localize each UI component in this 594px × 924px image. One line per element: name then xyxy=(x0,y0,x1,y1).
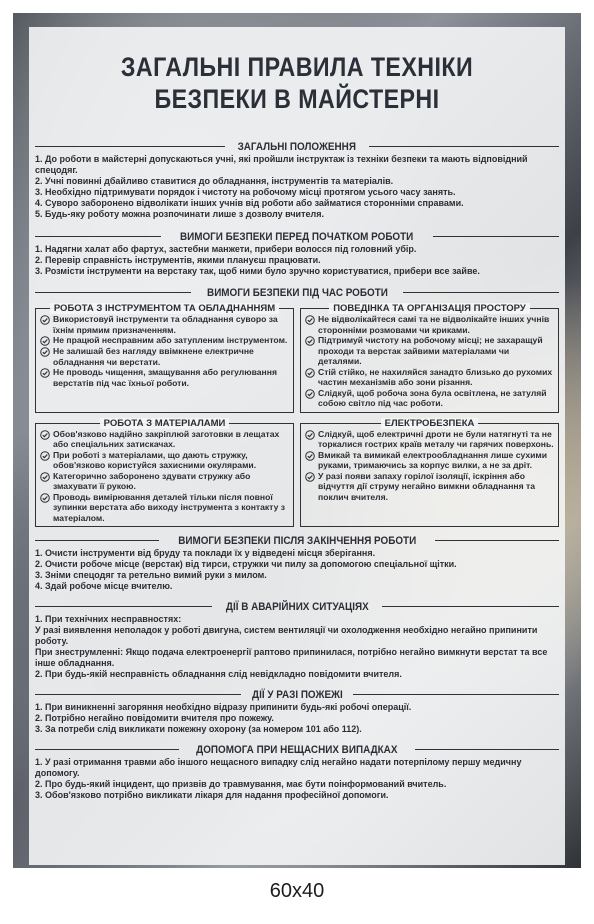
tools-box-title: РОБОТА З ІНСТРУМЕНТОМ ТА ОБЛАДНАННЯМ xyxy=(50,303,279,314)
rule xyxy=(35,146,225,148)
list-item: 3. Зніми спецодяг та ретельно вимий руки з милом. xyxy=(35,570,267,580)
list-item: 2. Перевір справність інструментів, якими плануєш працювати. xyxy=(35,255,321,265)
checklist-text: Не працюй несправним або затупленим інструментом. xyxy=(53,335,288,345)
list-item: 3. Розмісти інструменти на верстаку так, щоб ними було зручно користуватися, прибери все зайве. xyxy=(35,266,480,276)
section-emergency-list xyxy=(35,614,559,680)
check-circle-icon xyxy=(305,315,315,325)
during-row-1 xyxy=(35,303,559,413)
checklist-text: Категорично заборонено здувати стружку або змахувати її рукою. xyxy=(53,470,251,491)
poster-title xyxy=(72,51,523,115)
list-item: 3. Обов'язково потрібно викликати лікаря для надання професійної допомоги. xyxy=(35,790,389,800)
check-circle-icon xyxy=(40,430,50,440)
list-item: 2. Учні повинні дбайливо ставитися до обладнання, інструментів та матеріалів. xyxy=(35,176,394,186)
checklist-item xyxy=(305,450,554,471)
behavior-box-title: ПОВЕДІНКА ТА ОРГАНІЗАЦІЯ ПРОСТОРУ xyxy=(329,303,530,314)
check-circle-icon xyxy=(40,347,50,357)
section-accident-heading xyxy=(35,742,559,757)
list-item: 3. За потреби слід викликати пожежну охорону (за номером 101 або 112). xyxy=(35,724,362,734)
list-item: 5. Будь-яку роботу можна розпочинати лише з дозволу вчителя. xyxy=(35,209,324,219)
checklist-item xyxy=(40,314,289,335)
rule xyxy=(35,540,159,542)
check-circle-icon xyxy=(40,368,50,378)
checklist-text: Не залишай без нагляду ввімкнене електричне обладнання чи верстати. xyxy=(53,346,254,367)
list-item: 3. Необхідно підтримувати порядок і чистоту на робочому місці протягом усього часу занять. xyxy=(35,187,456,197)
section-general-list xyxy=(35,154,559,220)
checklist-item xyxy=(305,367,554,388)
check-circle-icon xyxy=(40,451,50,461)
section-during-heading xyxy=(35,285,559,300)
heading-text: ВИМОГИ БЕЗПЕКИ ПЕРЕД ПОЧАТКОМ РОБОТИ xyxy=(180,230,414,243)
heading-text: ДІЇ У РАЗІ ПОЖЕЖІ xyxy=(251,688,343,701)
checklist-item xyxy=(40,492,289,524)
materials-box-title: РОБОТА З МАТЕРІАЛАМИ xyxy=(100,418,230,429)
heading-text: ДІЇ В АВАРІЙНИХ СИТУАЦІЯХ xyxy=(225,600,369,613)
section-before-heading xyxy=(35,229,559,244)
poster-background xyxy=(13,13,581,868)
list-item: 2. При будь-якій несправність обладнання слід невідкладно повідомити вчителя. xyxy=(35,669,402,679)
check-circle-icon xyxy=(305,336,315,346)
list-item: 1. При технічних несправностях: xyxy=(35,614,182,624)
list-item: 4. Суворо заборонено відволікати інших учнів від роботи або займатися сторонніми справами. xyxy=(35,198,464,208)
checklist-text: При роботі з матеріалами, що дають стружку, обов'язково користуйся захисними окулярами. xyxy=(53,449,257,470)
checklist-text: Слідкуй, щоб електричні дроти не були натягнуті та не торкалися гострих країв металу чи гарячих поверхонь. xyxy=(318,428,554,449)
rule xyxy=(369,146,559,148)
rule xyxy=(35,749,179,751)
section-general-heading xyxy=(35,139,559,154)
heading-text: ВИМОГИ БЕЗПЕКИ ПІСЛЯ ЗАКІНЧЕННЯ РОБОТИ xyxy=(178,534,416,547)
checklist-item xyxy=(40,450,289,471)
list-item: При знеструмленні: Якщо подача електроенергії раптово припинилася, потрібно негайно вимкнути верстат та все інше обладнання. xyxy=(35,647,548,668)
checklist-item xyxy=(40,367,289,388)
list-item: 1. У разі отримання травми або іншого нещасного випадку слід негайно надати потерпілому першу медичну допомогу. xyxy=(35,757,522,778)
rule xyxy=(35,694,241,696)
checklist-text: Проводь вимірювання деталей тільки після повної зупинки верстата або виходу інструмента з контакту з матеріалом. xyxy=(53,491,286,523)
check-circle-icon xyxy=(305,389,315,399)
list-item: 1. Очисти інструменти від бруду та поклади їх у відведені місця зберігання. xyxy=(35,548,376,558)
list-item: У разі виявлення неполадок у роботі двигуна, систем вентиляції чи охолодження необхідно негайно припинити роботу. xyxy=(35,625,538,646)
list-item: 1. До роботи в майстерні допускаються учні, які пройшли інструктаж із техніки безпеки та мають відповідний спецодяг. xyxy=(35,154,528,175)
rule xyxy=(415,749,559,751)
checklist-item xyxy=(40,346,289,367)
checklist-text: Обов'язково надійно закріплюй заготовки в лещатах або спеціальних затискачах. xyxy=(53,428,280,449)
rule xyxy=(35,606,212,608)
list-item: 1. При виникненні загоряння необхідно відразу припинити будь-які робочі операції. xyxy=(35,702,412,712)
heading-text: ВИМОГИ БЕЗПЕКИ ПІД ЧАС РОБОТИ xyxy=(206,286,388,299)
checklist-text: Вмикай та вимикай електрообладнання лише сухими руками, тримаючись за корпус вилки, а не за дріт. xyxy=(318,449,548,470)
checklist-text: Слідкуй, щоб робоча зона була освітлена, не затуляй собою світло під час роботи. xyxy=(318,387,547,408)
check-circle-icon xyxy=(40,472,50,482)
size-label: 60x40 xyxy=(269,880,325,902)
list-item: 1. Надягни халат або фартух, застебни манжети, прибери волосся під головний убір. xyxy=(35,244,417,254)
checklist-text: У разі появи запаху горілої ізоляції, іскріння або відчуття дії струму негайно вимкни обладнання та поклич вчителя. xyxy=(318,470,535,502)
tools-box xyxy=(35,303,294,413)
materials-box xyxy=(35,417,294,528)
checklist-item xyxy=(305,388,554,409)
rule xyxy=(435,540,559,542)
rule xyxy=(433,236,559,238)
check-circle-icon xyxy=(305,368,315,378)
title-line-1: ЗАГАЛЬНІ ПРАВИЛА ТЕХНІКИ xyxy=(120,52,474,82)
electric-box-title: ЕЛЕКТРОБЕЗПЕКА xyxy=(381,418,479,429)
checklist-item xyxy=(305,314,554,335)
checklist-item xyxy=(40,471,289,492)
check-circle-icon xyxy=(40,493,50,503)
checklist-text: Не відволікайтеся самі та не відволікайте інших учнів сторонніми розмовами чи криками. xyxy=(318,314,550,335)
electric-box xyxy=(300,417,559,528)
checklist-item xyxy=(305,335,554,367)
checklist-text: Стій стійко, не нахиляйся занадто близько до рухомих частин механізмів або зони різання. xyxy=(318,366,553,387)
check-circle-icon xyxy=(40,336,50,346)
section-fire-heading xyxy=(35,687,559,702)
check-circle-icon xyxy=(40,315,50,325)
poster-panel xyxy=(29,27,565,865)
list-item: 2. Очисти робоче місце (верстак) від тирси, стружки чи пилу за допомогою спеціальної щітки. xyxy=(35,559,457,569)
title-line-2: БЕЗПЕКИ В МАЙСТЕРНІ xyxy=(154,84,440,114)
rule xyxy=(382,606,559,608)
rule xyxy=(403,292,559,294)
check-circle-icon xyxy=(305,451,315,461)
list-item: 2. Потрібно негайно повідомити вчителя про пожежу. xyxy=(35,713,274,723)
checklist-text: Використовуй інструменти та обладнання суворо за їхнім прямим призначенням. xyxy=(53,314,278,335)
checklist-text: Не проводь чищення, змащування або регулювання верстатів під час їхньої роботи. xyxy=(53,367,277,388)
section-accident-list xyxy=(35,757,559,801)
list-item: 2. Про будь-який інцидент, що призвів до травмування, має бути поінформований вчитель. xyxy=(35,779,447,789)
checklist-item xyxy=(40,335,289,346)
rule xyxy=(353,694,559,696)
heading-text: ЗАГАЛЬНІ ПОЛОЖЕННЯ xyxy=(237,140,357,153)
section-after-heading xyxy=(35,533,559,548)
behavior-box xyxy=(300,303,559,413)
checklist-item xyxy=(40,429,289,450)
section-before-list xyxy=(35,244,559,277)
check-circle-icon xyxy=(305,472,315,482)
checklist-item xyxy=(305,471,554,503)
checklist-item xyxy=(305,429,554,450)
section-after-list xyxy=(35,548,559,592)
checklist-text: Підтримуй чистоту на робочому місці; не захаращуй проходи та верстак зайвими матеріалами чи деталями. xyxy=(318,335,543,366)
check-circle-icon xyxy=(305,430,315,440)
list-item: 4. Здай робоче місце вчителю. xyxy=(35,581,173,591)
during-row-2 xyxy=(35,417,559,528)
rule xyxy=(35,236,161,238)
heading-text: ДОПОМОГА ПРИ НЕЩАСНИХ ВИПАДКАХ xyxy=(196,743,398,756)
section-fire-list xyxy=(35,702,559,735)
rule xyxy=(35,292,191,294)
section-emergency-heading xyxy=(35,599,559,614)
